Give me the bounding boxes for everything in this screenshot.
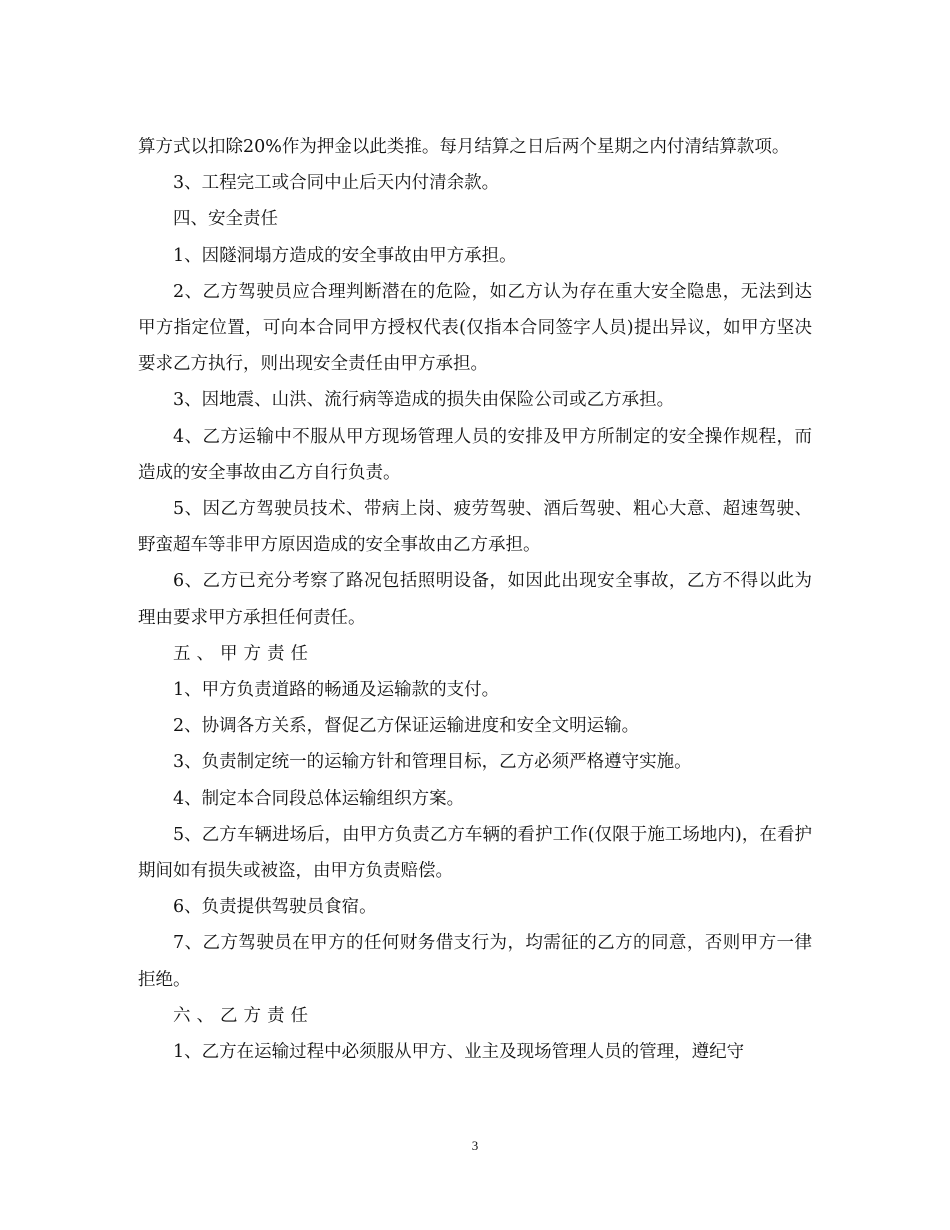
paragraph-1: 3、工程完工或合同中止后天内付清余款。 (173, 173, 500, 194)
paragraph-15: 6、负责提供驾驶员食宿。 (173, 897, 377, 918)
section-heading-party-b: 六、乙方责任 (173, 1005, 314, 1026)
paragraph-13: 4、制定本合同段总体运输组织方案。 (173, 788, 465, 809)
paragraph-18: 1、乙方在运输过程中必须服从甲方、业主及现场管理人员的管理，遵纪守 (173, 1042, 745, 1063)
paragraph-5: 3、因地震、山洪、流行病等造成的损失由保险公司或乙方承担。 (173, 390, 675, 411)
paragraph-4: 2、乙方驾驶员应合理判断潜在的危险，如乙方认为存在重大安全隐患，无法到达甲方指定位置，可向本合同甲方授权代表(仅指本合同签字人员)提出异议，如甲方坚决要求乙方执行，则出现安全责任由甲方承担。 (138, 281, 812, 375)
section-heading-party-a: 五、甲方责任 (173, 643, 314, 664)
paragraph-11: 2、协调各方关系，督促乙方保证运输进度和安全文明运输。 (173, 716, 640, 737)
paragraph-14: 5、乙方车辆进场后，由甲方负责乙方车辆的看护工作(仅限于施工场地内)，在看护期间如有损失或被盗，由甲方负责赔偿。 (138, 824, 812, 882)
document-body (138, 129, 812, 1070)
paragraph-7: 5、因乙方驾驶员技术、带病上岗、疲劳驾驶、酒后驾驶、粗心大意、超速驾驶、野蛮超车等非甲方原因造成的安全事故由乙方承担。 (138, 499, 812, 556)
paragraph-0: 算方式以扣除20%作为押金以此类推。每月结算之日后两个星期之内付清结算款项。 (138, 137, 790, 157)
paragraph-16: 7、乙方驾驶员在甲方的任何财务借支行为，均需征的乙方的同意，否则甲方一律拒绝。 (138, 933, 812, 990)
paragraph-6: 4、乙方运输中不服从甲方现场管理人员的安排及甲方所制定的安全操作规程，而造成的安全事故由乙方自行负责。 (138, 426, 812, 483)
paragraph-12: 3、负责制定统一的运输方针和管理目标，乙方必须严格遵守实施。 (173, 752, 692, 773)
paragraph-3: 1、因隧洞塌方造成的安全事故由甲方承担。 (173, 245, 517, 266)
paragraph-10: 1、甲方负责道路的畅通及运输款的支付。 (173, 680, 500, 701)
section-heading-safety: 四、安全责任 (173, 209, 278, 230)
page-number: 3 (471, 1138, 479, 1153)
paragraph-8: 6、乙方已充分考察了路况包括照明设备，如因此出现安全事故，乙方不得以此为理由要求甲方承担任何责任。 (138, 571, 812, 628)
